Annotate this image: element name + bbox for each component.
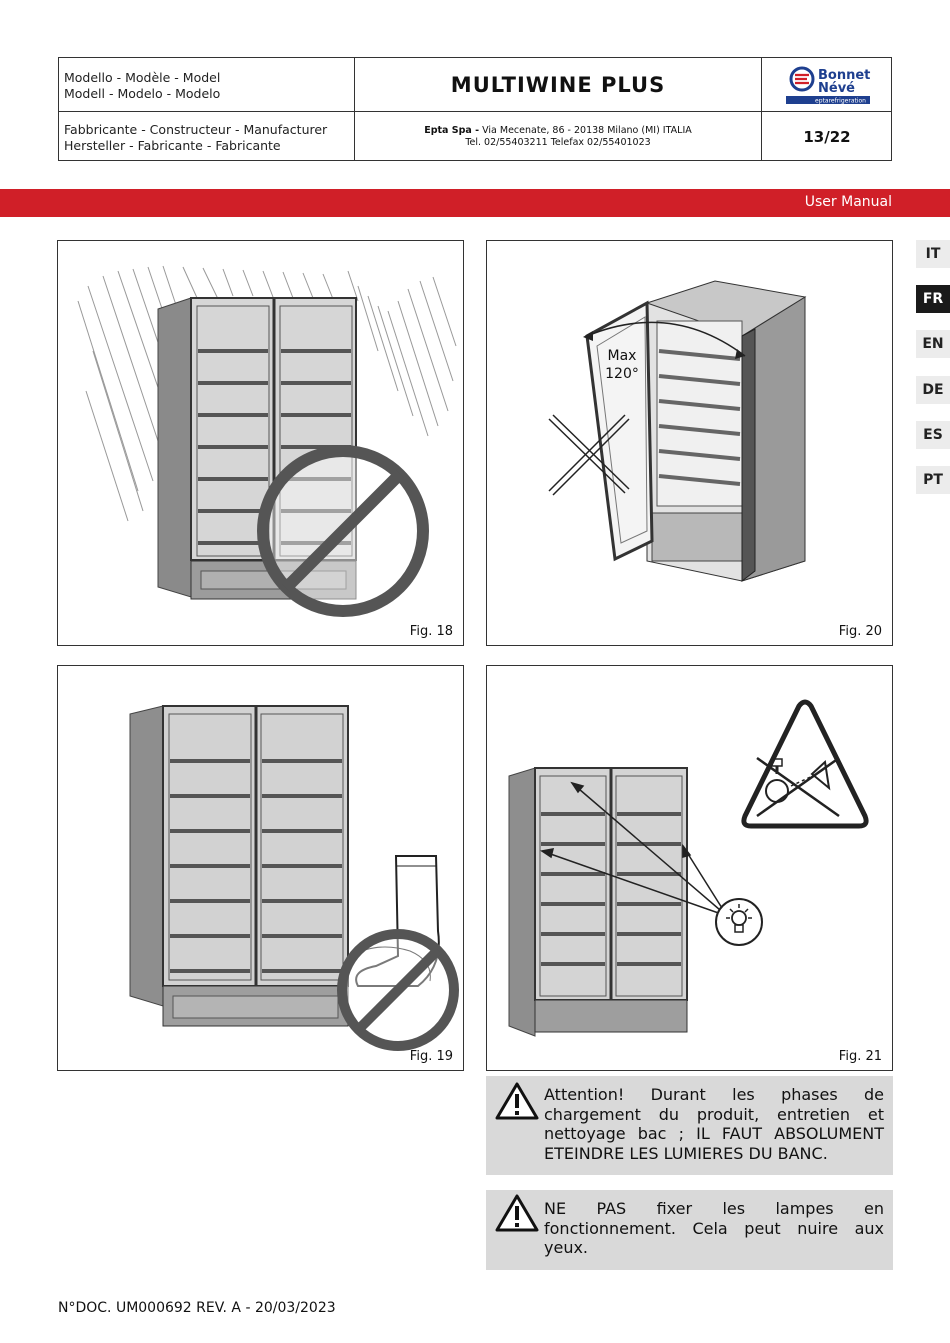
cabinet-no-step-illustration	[58, 666, 463, 1070]
company-name: Epta Spa -	[424, 125, 480, 136]
figure-20	[486, 240, 893, 646]
warning-triangle-icon	[494, 1193, 540, 1233]
door-opening-angle-illustration	[487, 241, 892, 645]
bonnet-neve-logo-icon	[762, 58, 892, 111]
tab-lang-fr[interactable]: FR	[916, 285, 950, 313]
tab-lang-en[interactable]: EN	[916, 330, 950, 358]
manufacturer-label-line-1: Fabbricante - Constructeur - Manufacturer	[64, 122, 328, 137]
model-label-line-2: Modell - Modelo - Modelo	[64, 86, 221, 101]
manual-title: User Manual	[804, 194, 892, 210]
tab-lang-de[interactable]: DE	[916, 376, 950, 404]
lamps-warning-illustration	[487, 666, 892, 1070]
document-number: N°DOC. UM000692 REV. A - 20/03/2023	[58, 1300, 336, 1316]
cabinet-sunlight-prohibited-illustration	[58, 241, 463, 645]
company-phone: Tel. 02/55403211 Telefax 02/55401023	[465, 137, 651, 148]
figure-caption: Fig. 20	[838, 624, 882, 639]
prohibited-icon	[263, 451, 423, 611]
model-name: MULTIWINE PLUS	[450, 72, 666, 97]
tab-lang-it[interactable]: IT	[916, 240, 950, 268]
company-street: Via Mecenate, 86 - 20138 Milano (MI) ITALIA	[479, 125, 692, 136]
brand-logo	[762, 58, 892, 111]
warning-text: NE PAS fixer les lampes en fonctionnement. Cela peut nuire aux yeux.	[544, 1199, 884, 1257]
page-number: 13/22	[803, 128, 851, 146]
warning-text: Attention! Durant les phases de chargement du produit, entretien et nettoyage bac ; IL FAUT ABSOLUMENT ETEINDRE LES LUMIERES DU BANC.	[544, 1085, 884, 1163]
tab-lang-pt[interactable]: PT	[916, 466, 950, 494]
max-label: Max	[607, 348, 637, 364]
company-address	[355, 112, 761, 162]
header-table	[58, 57, 892, 161]
figure-19	[57, 665, 464, 1071]
logo-text-2: Névé	[818, 81, 855, 96]
prohibited-icon	[342, 934, 454, 1046]
angle-label: 120°	[605, 366, 639, 382]
figure-21	[486, 665, 893, 1071]
manufacturer-label	[64, 122, 327, 154]
light-bulb-icon	[716, 899, 762, 945]
warning-box-eyes	[486, 1190, 893, 1270]
model-label	[64, 70, 220, 102]
figure-18	[57, 240, 464, 646]
manufacturer-label-line-2: Hersteller - Fabricante - Fabricante	[64, 138, 281, 153]
figure-caption: Fig. 19	[409, 1049, 453, 1064]
figure-caption: Fig. 21	[838, 1049, 882, 1064]
logo-text-1: Bonnet	[818, 68, 871, 83]
logo-tagline: eptarefrigeration	[815, 97, 866, 105]
warning-triangle-icon	[494, 1081, 540, 1121]
model-label-line-1: Modello - Modèle - Model	[64, 70, 221, 85]
tab-lang-es[interactable]: ES	[916, 421, 950, 449]
warning-box-lights	[486, 1076, 893, 1175]
do-not-look-at-lamp-warning-icon	[744, 702, 866, 826]
figure-caption: Fig. 18	[409, 624, 453, 639]
